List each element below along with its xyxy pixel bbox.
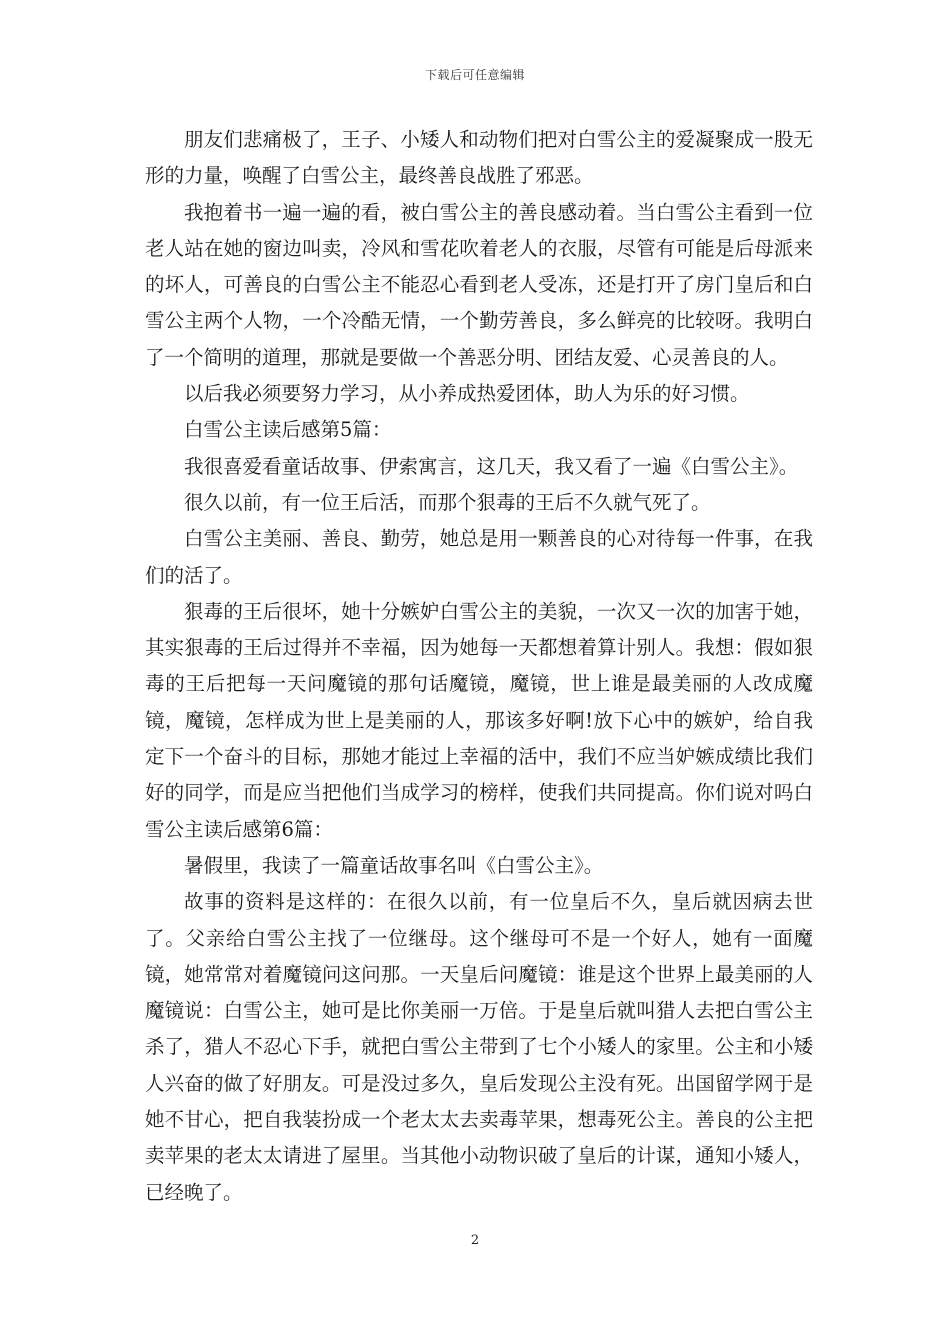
paragraph: 我很喜爱看童话故事、伊索寓言，这几天，我又看了一遍《白雪公主》。 [184,454,799,478]
paragraph: 朋友们悲痛极了，王子、小矮人和动物们把对白雪公主的爱凝聚成一股无形的力量，唤醒了白雪公主，最终善良战胜了邪恶。 [145,128,813,188]
paragraph: 很久以前，有一位王后活，而那个狠毒的王后不久就气死了。 [184,490,711,514]
paragraph: 故事的资料是这样的：在很久以前，有一位皇后不久，皇后就因病去世了。父亲给白雪公主找了一位继母。这个继母可不是一个好人，她有一面魔镜，她常常对着魔镜问这问那。一天皇后问魔镜：谁是这个世界上最美丽的人魔镜说：白雪公主，她可是比你美丽一万倍。于是皇后就叫猎人去把白雪公主杀了，猎人不忍心下手，就把白雪公主带到了七个小矮人的家里。公主和小矮人兴奋的做了好朋友。可是没过多久，皇后发现公主没有死。出国留学网于是她不甘心，把自我装扮成一个老太太去卖毒苹果，想毒死公主。善良的公主把卖苹果的老太太请进了屋里。当其他小动物识破了皇后的计谋，通知小矮人，已经晚了。 [145,890,813,1204]
paragraph: 暑假里，我读了一篇童话故事名叫《白雪公主》。 [184,853,604,877]
paragraph: 我抱着书一遍一遍的看，被白雪公主的善良感动着。当白雪公主看到一位老人站在她的窗边叫卖，冷风和雪花吹着老人的衣服，尽管有可能是后母派来的坏人，可善良的白雪公主不能忍心看到老人受冻，还是打开了房门皇后和白雪公主两个人物，一个冷酷无情，一个勤劳善良，多么鲜亮的比较呀。我明白了一个简明的道理，那就是要做一个善恶分明、团结友爱、心灵善良的人。 [145,200,813,369]
paragraph: 狠毒的王后很坏，她十分嫉妒白雪公主的美貌，一次又一次的加害于她，其实狠毒的王后过得并不幸福，因为她每一天都想着算计别人。我想：假如狠毒的王后把每一天问魔镜的那句话魔镜，魔镜，世上谁是最美丽的人改成魔镜，魔镜，怎样成为世上是美丽的人，那该多好啊!放下心中的嫉妒，给自我定下一个奋斗的目标，那她才能过上幸福的活中，我们不应当妒嫉成绩比我们好的同学，而是应当把他们当成学习的榜样，使我们共同提高。你们说对吗白雪公主读后感第6篇： [145,599,813,841]
section-heading: 白雪公主读后感第5篇： [184,418,392,442]
paragraph: 以后我必须要努力学习，从小养成热爱团体，助人为乐的好习惯。 [184,382,750,406]
paragraph: 白雪公主美丽、善良、勤劳，她总是用一颗善良的心对待每一件事，在我们的活了。 [145,527,813,587]
page-number: 2 [470,1233,480,1248]
document-body [145,122,813,1211]
page-header: 下载后可任意编辑 [424,68,525,82]
